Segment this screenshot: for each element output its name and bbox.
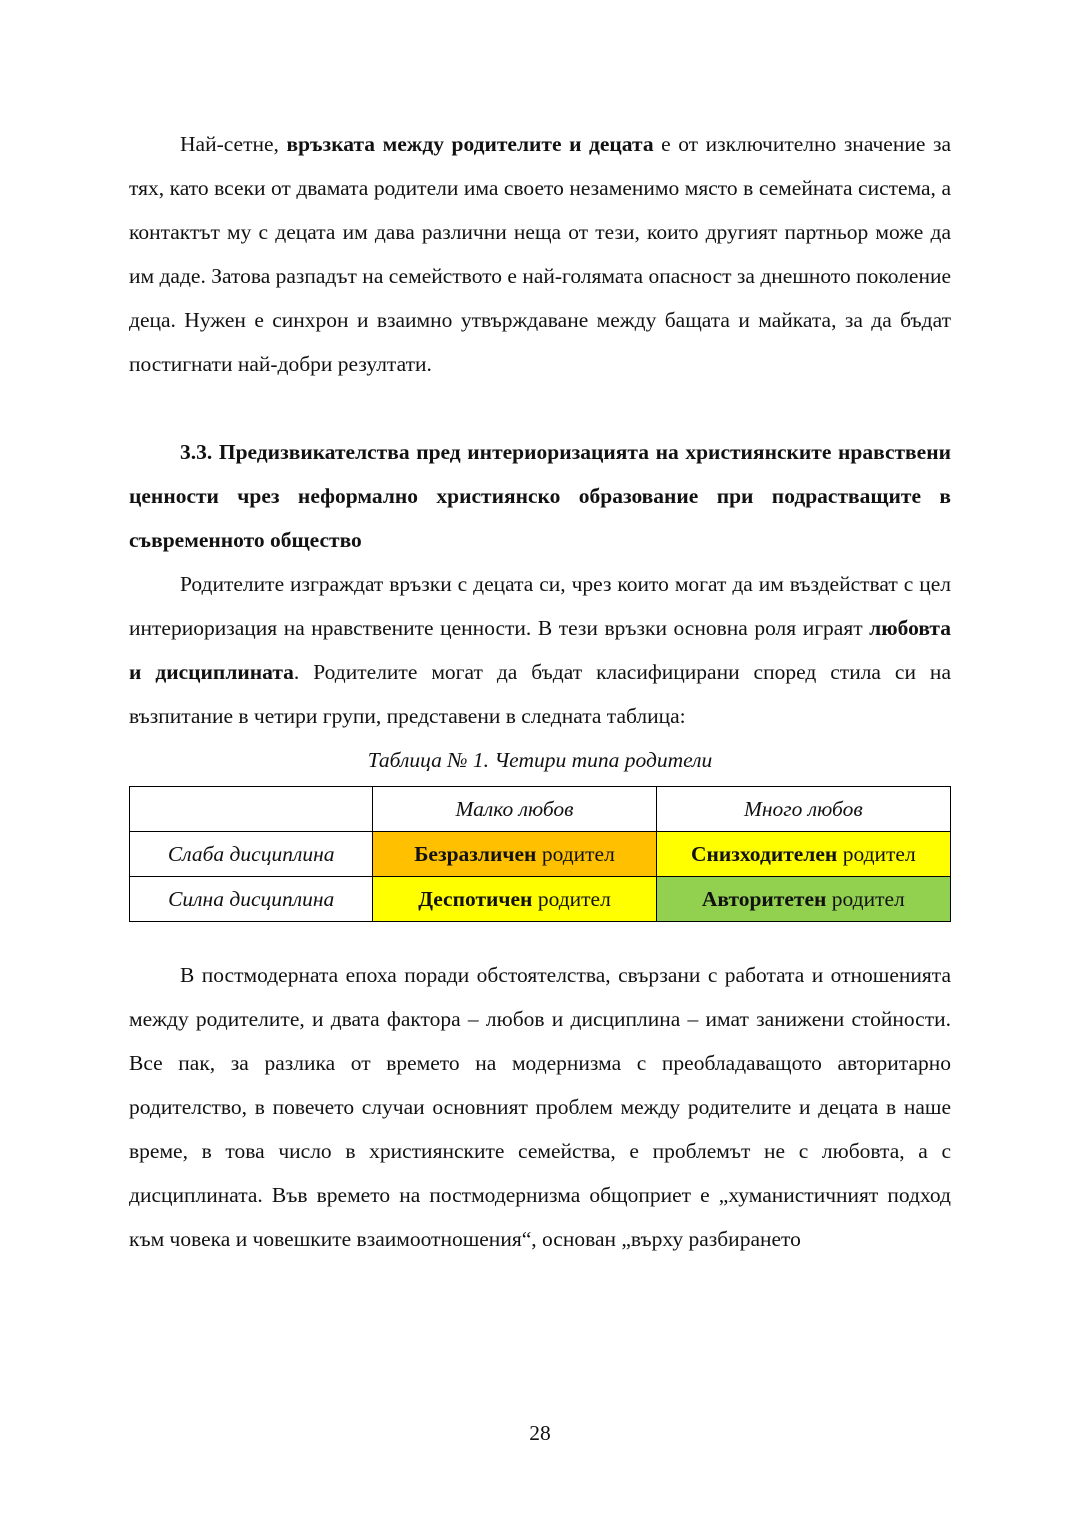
cell-bold-term: Безразличен <box>414 842 537 866</box>
para1-bold-phrase: връзката между родителите и децата <box>286 132 654 156</box>
table-caption: Таблица № 1. Четири типа родители <box>367 748 713 772</box>
para2-text-start: Родителите изграждат връзки с децата си, чрез които могат да им въздействат с цел интериоризация на нравствените ценности. В тези връзки основна роля играят <box>129 572 951 640</box>
parent-types-table <box>129 786 951 922</box>
cell-rest: родител <box>536 842 615 866</box>
page-number: 28 <box>529 1421 551 1445</box>
paragraph-parent-child-relationship <box>129 122 951 386</box>
paragraph-postmodern-era: В постмодерната епоха поради обстоятелства, свързани с работата и отношенията между родителите, и двата фактора – любов и дисциплина – имат занижени стойности. Все пак, за разлика от времето на модернизма с преобладаващото авторитарно родителство, в повечето случаи основният проблем между родителите и децата в наше време, в това число в християнските семейства, е проблемът не с любовта, а с дисциплината. Във времето на постмодернизма общоприет е „хуманистичният подход към човека и човешките взаимоотношения“, основан „върху разбирането <box>129 963 951 1251</box>
header-much-love: Много любов <box>656 787 950 832</box>
section-heading: 3.3. Предизвикателства пред интериоризацията на християнските нравствени ценности чрез неформално християнско образование при подрастващите в съвременното общество <box>129 440 951 552</box>
cell-permissive-parent <box>656 832 950 877</box>
para2-bold-phrase: любовта и дисциплината <box>129 616 951 684</box>
cell-rest: родител <box>826 887 905 911</box>
para2-text-end: . Родителите могат да бъдат класифицирани според стила си на възпитание в четири групи, представени в следната таблица: <box>129 660 951 728</box>
cell-rest: родител <box>837 842 916 866</box>
cell-indifferent-parent <box>373 832 656 877</box>
row-label-weak-discipline: Слаба дисциплина <box>130 832 373 877</box>
paragraph-love-discipline <box>129 562 951 738</box>
cell-bold-term: Снизходителен <box>690 842 838 866</box>
para1-text-end: е от изключително значение за тях, като всеки от двамата родители има своето незаменимо място в семейната система, а контактът му с децата им дава различни неща от тези, които другият партньор може да им даде. Затова разпадът на семейството е най-голямата опасност за днешното поколение деца. Нужен е синхрон и взаимно утвърждаване между бащата и майката, за да бъдат постигнати най-добри резултати. <box>129 132 951 376</box>
page-content <box>129 122 951 1261</box>
table-header-row <box>130 787 951 832</box>
cell-rest: родител <box>532 887 611 911</box>
para1-text-start: Най-сетне, <box>180 132 287 156</box>
header-little-love: Малко любов <box>373 787 656 832</box>
cell-bold-term: Деспотичен <box>418 887 533 911</box>
table-row <box>130 832 951 877</box>
row-label-strong-discipline: Силна дисциплина <box>130 877 373 922</box>
cell-despotic-parent <box>373 877 656 922</box>
cell-authoritative-parent <box>656 877 950 922</box>
table-corner-cell <box>130 787 373 832</box>
table-row <box>130 877 951 922</box>
cell-bold-term: Авторитетен <box>701 887 827 911</box>
